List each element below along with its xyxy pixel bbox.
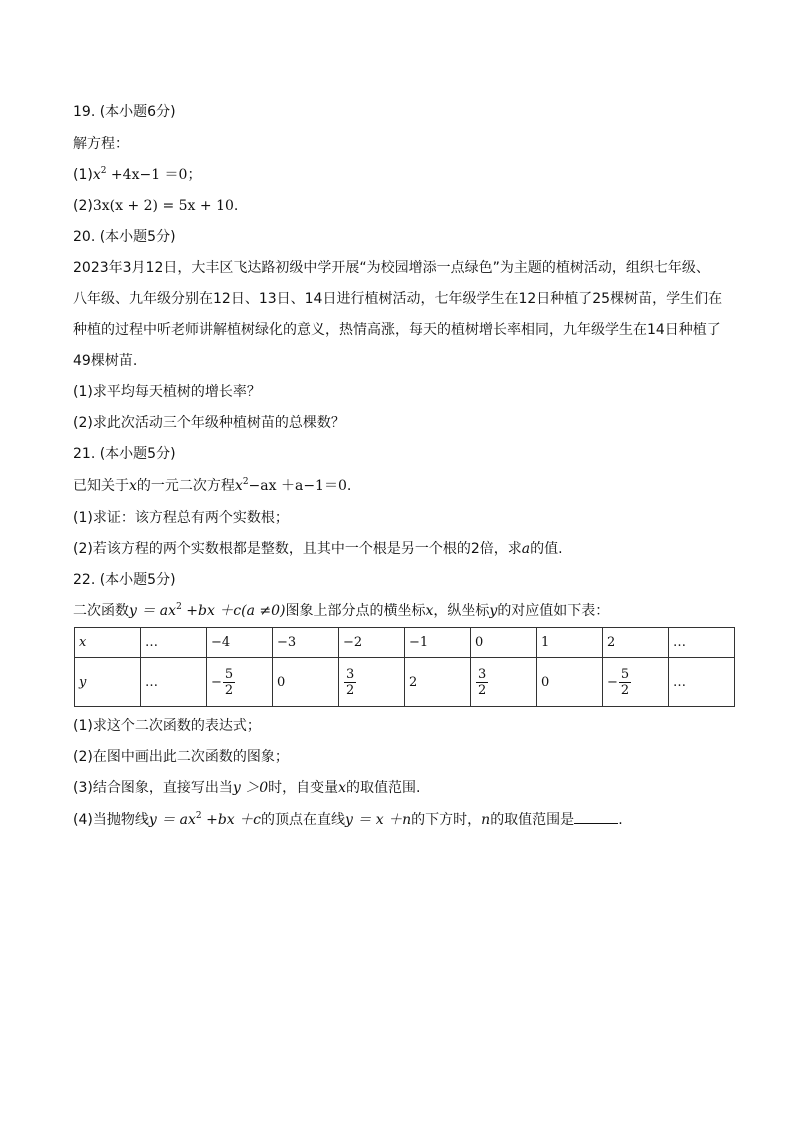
q21-header: 21. (本小题5分) (73, 446, 176, 462)
fraction (211, 667, 235, 698)
table-cell: −2 (339, 628, 405, 658)
table-cell: … (141, 658, 207, 707)
fraction-denominator: 2 (346, 682, 355, 698)
table-cell: 2 (603, 628, 669, 658)
fraction-numerator: 3 (478, 666, 487, 682)
q22-stem-y: y (489, 603, 498, 619)
q22-stem-eq2: +bx ＋c(a ≠0) (181, 603, 286, 619)
q22-sub4-mid: 的顶点在直线 (260, 812, 345, 828)
q22-sub3-mid: 时，自变量 (268, 780, 339, 796)
q22-sub4-mid2: 的下方时， (411, 812, 482, 828)
q19-part1-rest: +4x−1 ＝0； (106, 167, 202, 183)
table-cell: y (75, 658, 141, 707)
table-cell: 1 (537, 628, 603, 658)
fraction-sign: − (607, 674, 618, 690)
q21-sub2-var: a (521, 541, 531, 557)
q22-sub4-exp: 2 (195, 811, 202, 821)
q21-sub2 (73, 539, 563, 559)
table-cell: … (141, 628, 207, 658)
q22-sub4-var: n (481, 812, 491, 828)
q19-header: 19. (本小题6分) (73, 104, 176, 120)
q22-stem-mid: 图象上部分点的横坐标 (285, 603, 426, 619)
q21-stem-pre: 已知关于 (73, 478, 129, 494)
q19-part1-exp: 2 (100, 166, 107, 176)
table-row-x (75, 628, 735, 658)
table-cell: … (669, 658, 735, 707)
q22-stem-x: x (425, 603, 434, 619)
fraction (475, 667, 488, 698)
value-table (74, 627, 735, 707)
q19-part1 (73, 165, 201, 185)
q20-line-2: 八年级、九年级分别在12日、13日、14日进行植树活动，七年级学生在12日种植了25棵树苗，学生们在 (73, 291, 723, 307)
q19-intro: 解方程： (73, 136, 129, 152)
fraction (607, 667, 631, 698)
fraction-denominator: 2 (478, 682, 487, 698)
q20-line-4: 49棵树苗. (73, 353, 138, 369)
q22-header: 22. (本小题5分) (73, 572, 176, 588)
q22-stem-eq: y ＝ ax (129, 603, 177, 619)
q22-stem-post: 的对应值如下表： (497, 603, 610, 619)
table-cell: … (669, 628, 735, 658)
q21-stem (73, 476, 351, 496)
q22-sub4-line: y ＝ x ＋n (344, 812, 412, 828)
q20-sub2: (2)求此次活动三个年级种植树苗的总棵数？ (73, 415, 345, 431)
q22-sub3-cond: y ＞0 (232, 780, 269, 796)
fraction-numerator: 3 (346, 666, 355, 682)
table-cell: −3 (273, 628, 339, 658)
q21-sub2-pre: (2)若该方程的两个实数根都是整数，且其中一个根是另一个根的2倍，求 (73, 541, 522, 557)
table-cell: 0 (273, 658, 339, 707)
fraction-denominator: 2 (224, 682, 234, 698)
q22-stem-exp: 2 (176, 602, 182, 612)
answer-blank[interactable] (574, 811, 618, 824)
q22-sub4-eq: y ＝ ax (148, 812, 196, 828)
q19-part2-label: (2) (73, 198, 93, 214)
table-cell (603, 658, 669, 707)
q22-sub4 (73, 810, 623, 830)
fraction-numerator: 5 (620, 666, 630, 682)
table-cell (339, 658, 405, 707)
table-cell: −1 (405, 628, 471, 658)
table-cell: x (75, 628, 141, 658)
q22-sub3-post: 的取值范围. (346, 780, 421, 796)
fraction-denominator: 2 (620, 682, 630, 698)
q22-sub3-pre: (3)结合图象，直接写出当 (73, 780, 233, 796)
q22-sub3-var: x (338, 780, 347, 796)
q20-sub1: (1)求平均每天植树的增长率？ (73, 384, 261, 400)
q22-stem (73, 601, 609, 621)
fraction (343, 667, 356, 698)
q20-line-3: 种植的过程中听老师讲解植树绿化的意义，热情高涨，每天的植树增长率相同，九年级学生在14日种植了 (73, 322, 721, 338)
table-cell: −4 (207, 628, 273, 658)
fraction-numerator: 5 (224, 666, 234, 682)
q21-eq-exp: 2 (242, 477, 249, 487)
q19-part1-label: (1) (73, 167, 93, 183)
q19-part2-eq: 3x(x + 2) = 5x + 10. (92, 198, 239, 214)
q22-sub4-pre: (4)当抛物线 (73, 812, 149, 828)
table-cell: 2 (405, 658, 471, 707)
q22-sub4-end: . (618, 812, 623, 828)
table-row-y (75, 658, 735, 707)
q19-part2 (73, 196, 238, 216)
q22-sub2: (2)在图中画出此二次函数的图象； (73, 749, 289, 765)
q21-stem-mid: 的一元二次方程 (136, 478, 235, 494)
fraction-sign: − (211, 674, 222, 690)
q21-eq-var: x (234, 478, 243, 494)
q21-sub2-post: 的值. (530, 541, 563, 557)
q21-stem-var: x (129, 478, 137, 494)
q22-sub3 (73, 778, 420, 798)
table-cell (471, 658, 537, 707)
q22-sub4-post: 的取值范围是 (490, 812, 575, 828)
q20-header: 20. (本小题5分) (73, 229, 176, 245)
q22-sub4-eq2: +bx ＋c (201, 812, 261, 828)
q21-sub1: (1)求证：该方程总有两个实数根； (73, 510, 289, 526)
q22-stem-pre: 二次函数 (73, 603, 129, 619)
q22-stem-mid2: ，纵坐标 (433, 603, 490, 619)
table-cell: 0 (471, 628, 537, 658)
q20-line-1: 2023年3月12日，大丰区飞达路初级中学开展“为校园增添一点绿色”为主题的植树活动，组织七年级、 (73, 260, 710, 276)
q21-eq-rest: −ax ＋a−1＝0. (248, 478, 352, 494)
table-cell (207, 658, 273, 707)
q19-part1-var: x (92, 167, 101, 183)
table-cell: 0 (537, 658, 603, 707)
q22-sub1: (1)求这个二次函数的表达式； (73, 718, 261, 734)
